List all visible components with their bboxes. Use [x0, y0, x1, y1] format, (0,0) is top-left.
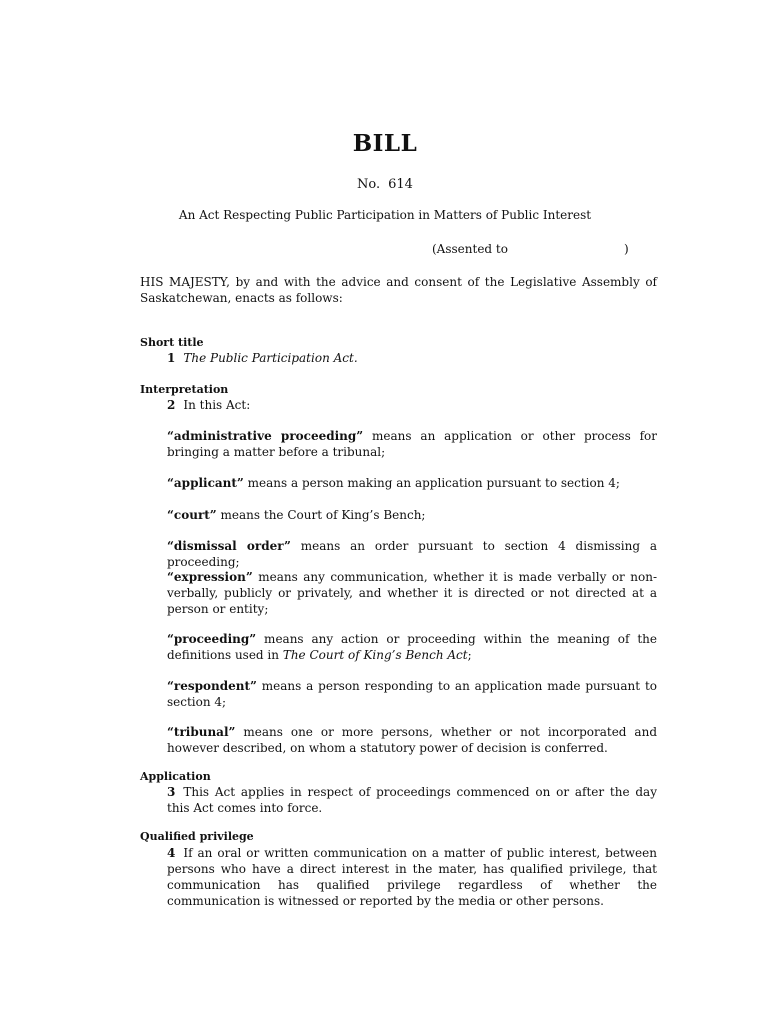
section-1	[167, 350, 657, 366]
section-text: This Act applies in respect of proceedings commenced on or after the day this Act comes into force.	[167, 785, 657, 815]
definition-court	[167, 507, 657, 523]
assented-line	[432, 242, 632, 256]
section-number: 1	[167, 351, 176, 365]
section-heading-short-title: Short title	[140, 336, 204, 349]
definition-text: means a person making an application pursuant to section 4;	[243, 476, 620, 490]
definition-term: “proceeding”	[167, 632, 257, 646]
section-text: The Public Participation Act.	[183, 351, 358, 365]
definition-term: “tribunal”	[167, 725, 236, 739]
definition-text: means one or more persons, whether or not incorporated and however described, on whom a statutory power of decision is conferred.	[167, 725, 657, 755]
section-number: 3	[167, 785, 176, 799]
definition-act-reference: The Court of King’s Bench Act	[282, 648, 468, 662]
section-text: In this Act:	[183, 398, 251, 412]
definition-text: means an order pursuant to section 4 dismissing a proceeding;	[167, 539, 658, 569]
definition-term: “expression”	[167, 570, 253, 584]
definition-text: means any communication, whether it is made verbally or non-verbally, publicly or privately, and whether it is directed or not directed at a person or entity;	[167, 570, 657, 616]
assented-close: )	[624, 242, 629, 256]
act-title: An Act Respecting Public Participation in Matters of Public Interest	[178, 208, 592, 222]
section-4	[167, 845, 657, 909]
definition-tail: ;	[467, 648, 472, 662]
definition-text: means any action or proceeding within the meaning of the definitions used in	[167, 632, 657, 662]
definition-expression	[167, 569, 657, 617]
bill-number-prefix: No.	[357, 177, 381, 192]
definition-text: means an application or other process for bringing a matter before a tribunal;	[167, 429, 657, 459]
definition-dismissal-order	[167, 538, 657, 570]
definition-text: means the Court of King’s Bench;	[216, 508, 426, 522]
assented-label: (Assented to	[432, 242, 508, 256]
section-heading-qualified-privilege: Qualified privilege	[140, 830, 254, 843]
definition-text: means a person responding to an application made pursuant to section 4;	[167, 679, 657, 709]
definition-tribunal	[167, 724, 657, 756]
definition-term: “administrative proceeding”	[167, 429, 364, 443]
bill-number: 614	[388, 177, 413, 192]
section-text: If an oral or written communication on a matter of public interest, between persons who have a direct interest in the mater, has qualified privilege, that communication has qualified privilege regardless of whether the communication is witnessed or reported by the media or other persons.	[167, 846, 657, 908]
definition-term: “court”	[167, 508, 217, 522]
bill-title: BILL	[352, 130, 418, 157]
definition-term: “dismissal order”	[167, 539, 291, 553]
section-2	[167, 397, 657, 413]
bill-number-line	[0, 177, 770, 192]
section-number: 2	[167, 398, 176, 412]
definition-administrative-proceeding	[167, 428, 657, 460]
section-heading-application: Application	[140, 770, 211, 783]
section-heading-interpretation: Interpretation	[140, 383, 229, 396]
definition-proceeding	[167, 631, 657, 663]
section-number: 4	[167, 846, 176, 860]
definition-respondent	[167, 678, 657, 710]
section-3	[167, 784, 657, 816]
definition-term: “applicant”	[167, 476, 244, 490]
enacting-clause: HIS MAJESTY, by and with the advice and consent of the Legislative Assembly of Saskatchewan, enacts as follows:	[140, 275, 657, 305]
definition-term: “respondent”	[167, 679, 257, 693]
definition-applicant	[167, 475, 657, 491]
